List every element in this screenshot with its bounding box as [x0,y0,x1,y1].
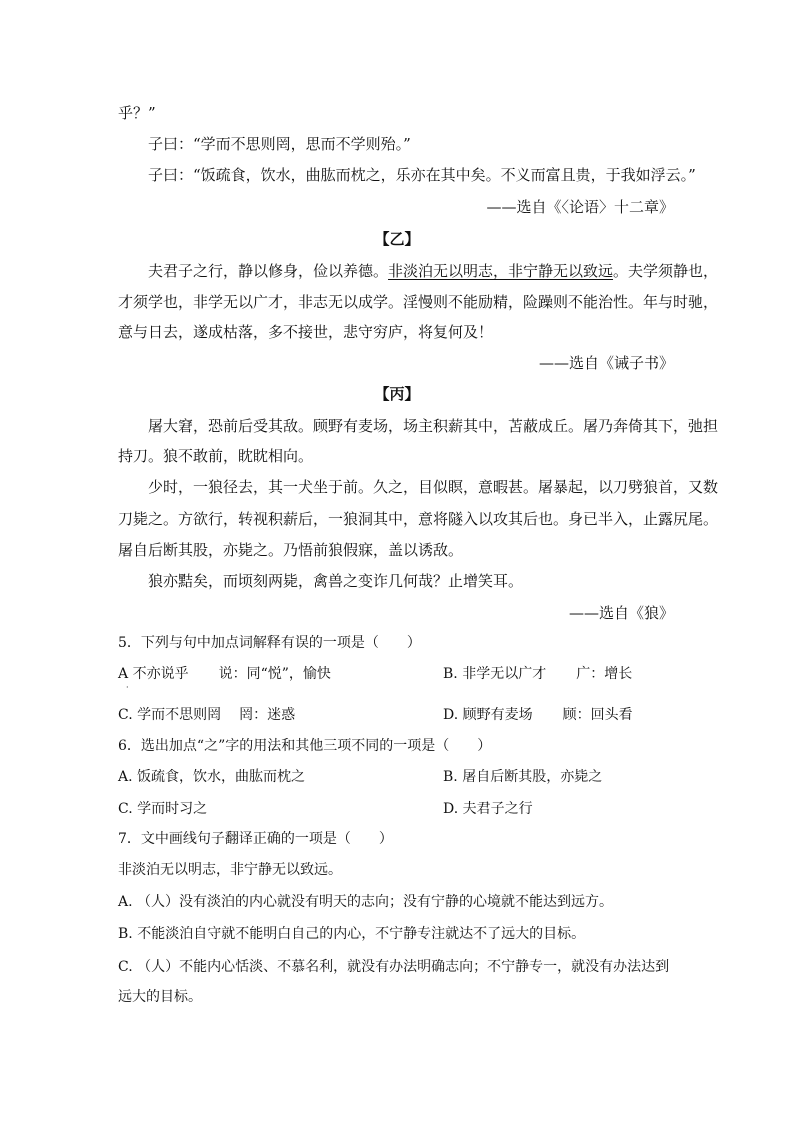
yi-line-2: 才须学也，非学无以广才，非志无以成学。淫慢则不能励精，险躁则不能治性。年与时驰， [118,293,719,311]
q5-option-c [118,705,295,725]
q5-d-phrase: 顾野有麦场 [462,707,533,723]
jia-source: ——选自《〈论语〉十二章》 [486,198,674,216]
bing-p3: 狼亦黠矣，而顷刻两毙，禽兽之变诈几何哉？止增笑耳。 [148,572,524,590]
q6-option-d: D. 夫君子之行 [443,801,533,817]
q6-option-b: B. 屠自后断其股，亦毙之 [443,769,603,785]
q5-option-d [443,705,633,725]
bing-p1-line-1: 屠大窘，恐前后受其敌。顾野有麦场，场主积薪其中，苫蔽成丘。屠乃奔倚其下，弛担 [148,417,719,435]
yi-line-3: 意与日去，遂成枯落，多不接世，悲守穷庐，将复何及！ [118,323,494,341]
q7-option-c-line-1: C. （人）不能内心恬淡、不慕名利，就没有办法明确志向；不宁静专一，就没有办法达到 [118,959,670,975]
q5-c-label: C. [118,707,133,723]
yi-line-1-pre: 夫君子之行，静以修身，俭以养德。 [148,262,389,280]
yi-title: 【乙】 [374,230,420,248]
q5-option-a [118,664,331,684]
bing-title: 【丙】 [374,385,420,403]
q5-c-gloss: 罔：迷惑 [239,707,296,723]
q5-option-b [443,664,632,684]
q5-a-phrase: 不亦说乎 [132,666,189,682]
q7-stem: 7．文中画线句子翻译正确的一项是（ ） [118,831,393,847]
emphasis-dot-mark: · [126,683,129,692]
q7-option-b: B. 不能淡泊自守就不能明白自己的内心，不宁静专注就达不了远大的目标。 [118,926,586,942]
yi-line-1 [148,261,719,281]
jia-line-3: 子曰：“饭疏食，饮水，曲肱而枕之，乐亦在其中矣。不义而富且贵，于我如浮云。” [148,166,696,184]
yi-underlined-sentence: 非淡泊无以明志，非宁静无以致远 [388,262,614,280]
jia-line-2: 子曰：“学而不思则罔，思而不学则殆。” [148,135,411,153]
q7-sentence: 非淡泊无以明志，非宁静无以致远。 [118,862,342,878]
yi-line-1-post: 。夫学须静也， [613,262,719,280]
q7-option-a: A. （人）没有淡泊的内心就没有明天的志向；没有宁静的心境就不能达到远方。 [118,894,614,910]
q6-option-a: A. 饭疏食，饮水，曲肱而枕之 [118,769,306,785]
bing-p2-line-2: 刀毙之。方欲行，转视积薪后，一狼洞其中，意将隧入以攻其后也。身已半入，止露尻尾。 [118,510,719,528]
q5-b-gloss: 广：增长 [576,666,633,682]
bing-p2-line-3: 屠自后断其股，亦毙之。乃悟前狼假寐，盖以诱敌。 [118,541,464,559]
q5-b-phrase: 非学无以广才 [462,666,547,682]
q6-stem: 6．选出加点“之”字的用法和其他三项不同的一项是（ ） [118,738,492,754]
q5-a-gloss: 说：同“悦”，愉快 [218,666,331,682]
q5-d-gloss: 顾：回头看 [562,707,633,723]
q5-a-label: A [118,666,129,682]
q7-option-c-line-2: 远大的目标。 [118,989,202,1005]
q5-stem: 5．下列与句中加点词解释有误的一项是（ ） [118,635,421,651]
q5-b-label: B. [443,666,458,682]
q6-option-c: C. 学而时习之 [118,801,208,817]
bing-p1-line-2: 持刀。狼不敢前，眈眈相向。 [118,447,314,465]
q5-c-phrase: 学而不思则罔 [137,707,222,723]
yi-source: ——选自《诫子书》 [538,354,674,372]
q5-d-label: D. [443,707,459,723]
bing-p2-line-1: 少时，一狼径去，其一犬坐于前。久之，目似瞑，意暇甚。屠暴起，以刀劈狼首，又数 [148,478,719,496]
bing-source: ——选自《狼》 [568,604,674,622]
jia-line-1: 乎？” [118,104,156,122]
